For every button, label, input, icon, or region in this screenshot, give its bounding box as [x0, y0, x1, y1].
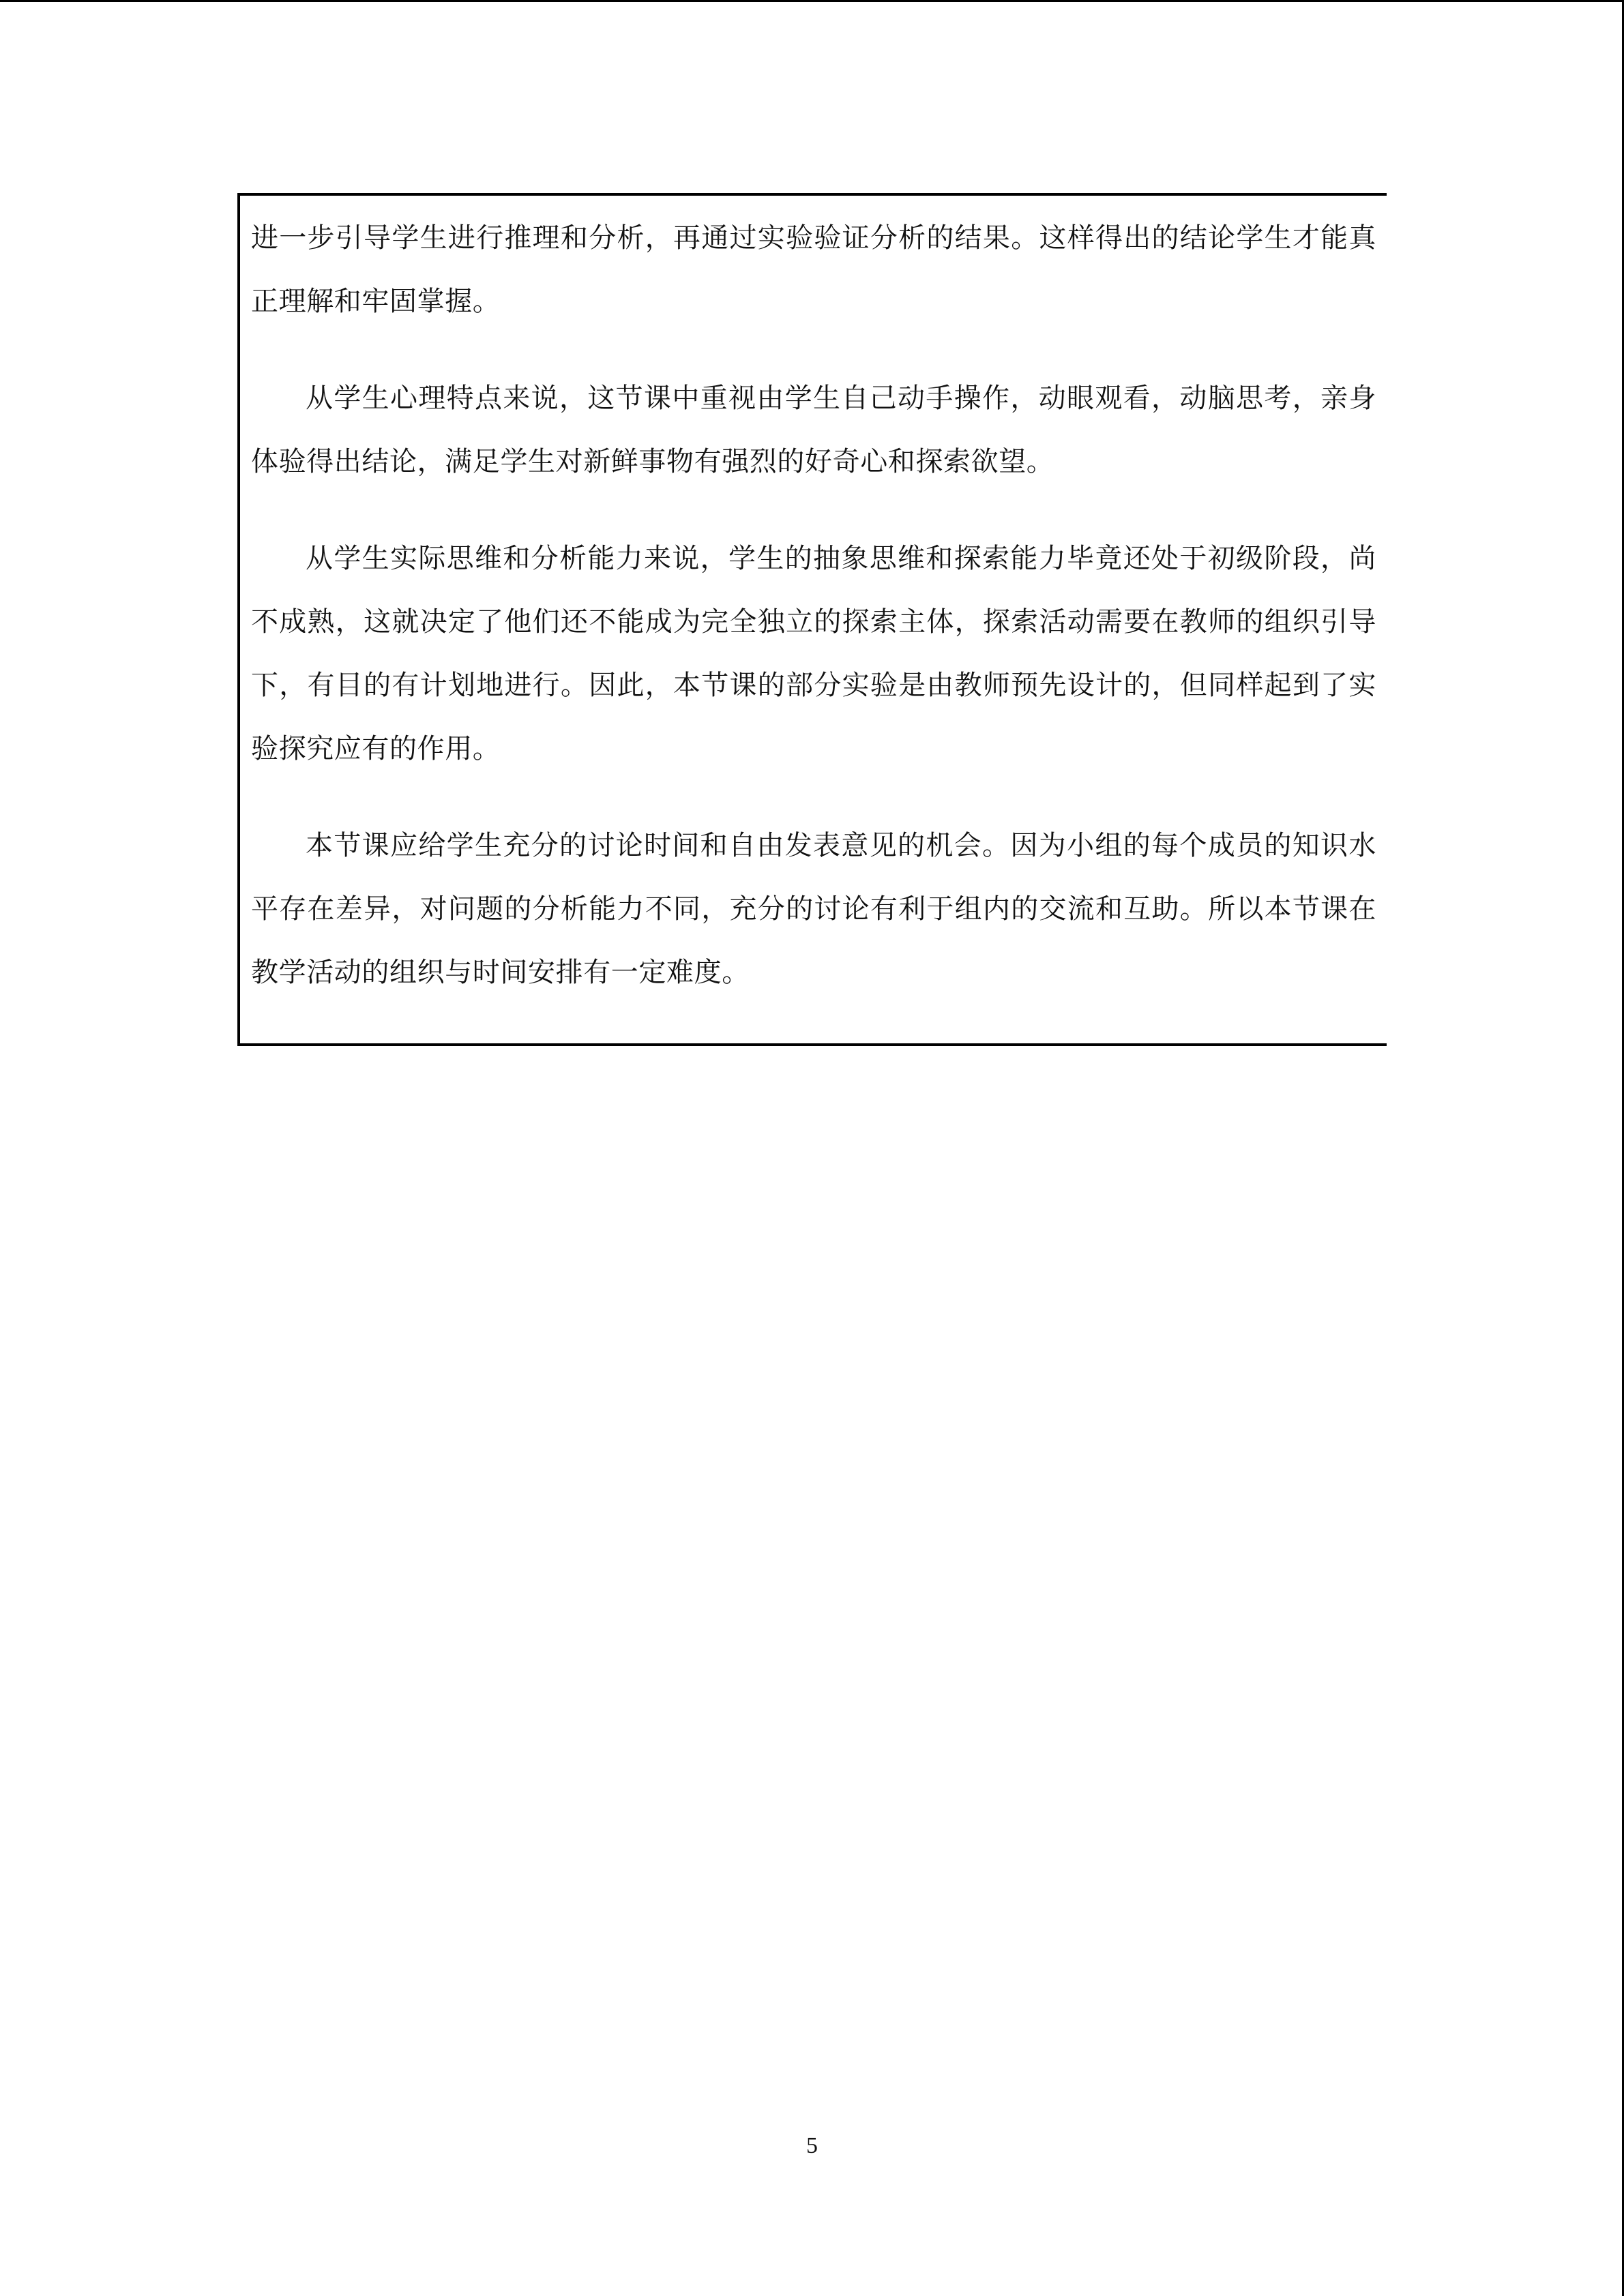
table-cell-box — [237, 193, 1387, 1046]
paragraph-thinking-ability: 从学生实际思维和分析能力来说，学生的抽象思维和探索能力毕竟还处于初级阶段，尚不成熟，这就决定了他们还不能成为完全独立的探索主体，探索活动需要在教师的组织引导下，有目的有计划地进行。因此，本节课的部分实验是由教师预先设计的，但同样起到了实验探究应有的作用。 — [251, 543, 1376, 764]
paragraph-discussion-time: 本节课应给学生充分的讨论时间和自由发表意见的机会。因为小组的每个成员的知识水平存在差异，对问题的分析能力不同，充分的讨论有利于组内的交流和互助。所以本节课在教学活动的组织与时间安排有一定难度。 — [251, 830, 1376, 988]
paragraph-continuation: 进一步引导学生进行推理和分析，再通过实验验证分析的结果。这样得出的结论学生才能真正理解和牢固掌握。 — [251, 222, 1376, 317]
paragraph-psychology: 从学生心理特点来说，这节课中重视由学生自己动手操作，动眼观看，动脑思考，亲身体验得出结论，满足学生对新鲜事物有强烈的好奇心和探索欲望。 — [251, 383, 1376, 477]
page-top-border — [0, 0, 1624, 2]
page-number: 5 — [806, 2133, 818, 2158]
text-body — [251, 207, 1376, 1038]
